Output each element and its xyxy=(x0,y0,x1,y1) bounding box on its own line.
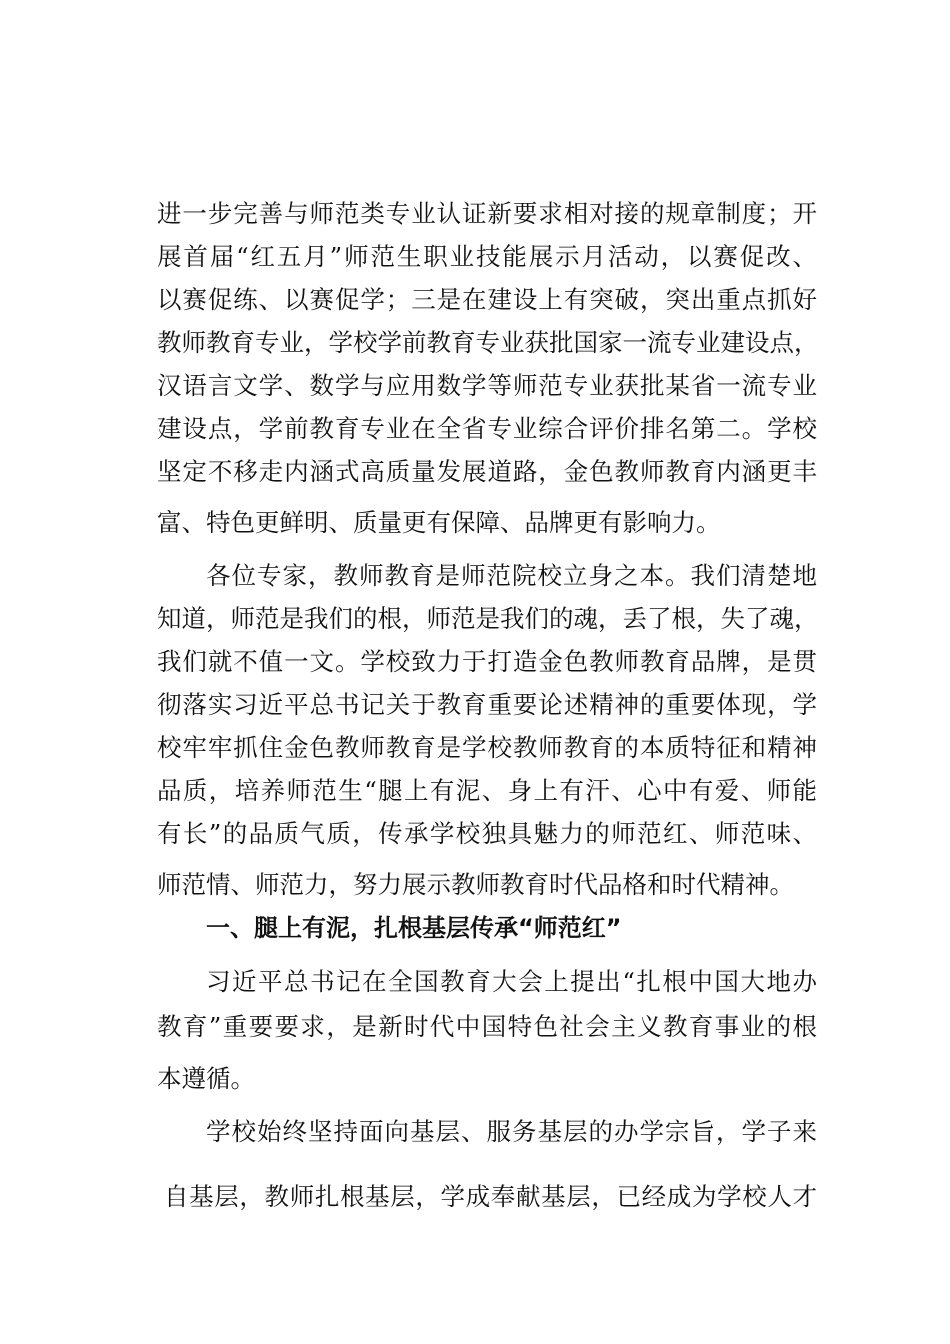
text-line: 富、特色更鲜明、质量更有保障、品牌更有影响力。 xyxy=(157,508,721,537)
text-line: 汉语言文学、数学与应用数学等师范专业获批某省一流专业 xyxy=(157,371,817,400)
text-line: 教育”重要要求，是新时代中国特色社会主义教育事业的根 xyxy=(157,1012,817,1041)
text-line: 本遵循。 xyxy=(157,1064,255,1093)
text-line: 品质，培养师范生“腿上有泥、身上有汗、心中有爱、师能 xyxy=(157,776,817,805)
text-line: 师范情、师范力，努力展示教师教育时代品格和时代精神。 xyxy=(157,870,794,899)
text-line: 知道，师范是我们的根，师范是我们的魂，丢了根，失了魂， xyxy=(157,604,819,633)
text-line: 展首届“红五月”师范生职业技能展示月活动，以赛促改、 xyxy=(157,242,817,271)
text-line: 进一步完善与师范类专业认证新要求相对接的规章制度；开 xyxy=(157,199,817,228)
text-line: 建设点，学前教育专业在全省专业综合评价排名第二。学校 xyxy=(157,414,817,443)
text-line: 自基层，教师扎根基层，学成奉献基层，已经成为学校人才 xyxy=(164,1182,817,1211)
text-line: 有长”的品质气质，传承学校独具魅力的师范红、师范味、 xyxy=(157,819,817,848)
text-line: 习近平总书记在全国教育大会上提出“扎根中国大地办 xyxy=(206,967,817,996)
text-line: 以赛促练、以赛促学；三是在建设上有突破，突出重点抓好 xyxy=(157,285,817,314)
text-line: 我们就不值一文。学校致力于打造金色教师教育品牌，是贯 xyxy=(157,647,817,676)
text-line: 学校始终坚持面向基层、服务基层的办学宗旨，学子来 xyxy=(206,1117,817,1146)
text-line: 教师教育专业，学校学前教育专业获批国家一流专业建设点， xyxy=(157,328,819,357)
text-line: 校牢牢抓住金色教师教育是学校教师教育的本质特征和精神 xyxy=(157,733,817,762)
text-line: 坚定不移走内涵式高质量发展道路，金色教师教育内涵更丰 xyxy=(157,457,817,486)
text-line: 彻落实习近平总书记关于教育重要论述精神的重要体现，学 xyxy=(157,690,817,719)
section-heading: 一、腿上有泥，扎根基层传承“师范红” xyxy=(206,914,622,942)
text-line: 各位专家，教师教育是师范院校立身之本。我们清楚地 xyxy=(206,561,817,590)
